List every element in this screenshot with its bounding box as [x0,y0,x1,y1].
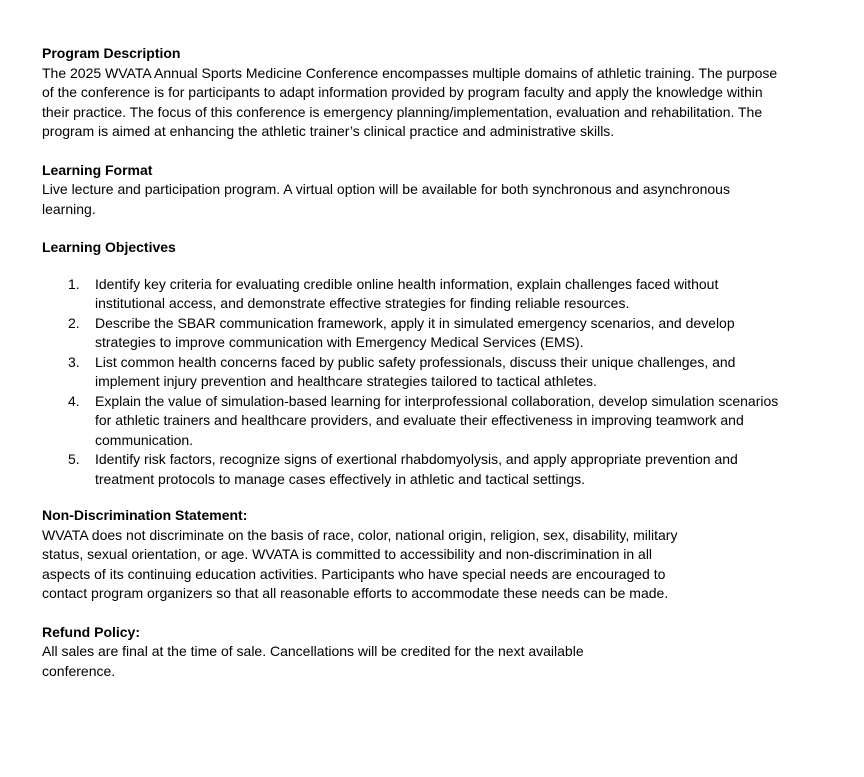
text-line: Identify risk factors, recognize signs of exertional rhabdomyolysis, and apply appropriate prevention and [95,451,738,467]
list-number: 3. [68,353,80,370]
text-line: treatment protocols to manage cases effectively in athletic and tactical settings. [95,470,585,487]
refund-policy-section [42,623,632,682]
text-line: contact program organizers so that all reasonable efforts to accommodate these needs can be made. [42,585,669,601]
program-description-heading: Program Description [42,45,181,61]
text-line: their practice. The focus of this conference is emergency planning/implementation, evaluation and rehabilitation. The [42,103,763,120]
list-number: 2. [68,314,80,331]
text-line: institutional access, and demonstrate effective strategies for finding reliable resources. [95,295,630,311]
text-line: aspects of its continuing education activities. Participants who have special needs are encouraged to [42,565,666,582]
text-line: conference. [42,662,116,679]
list-item [42,275,832,314]
text-line: strategies to improve communication with Emergency Medical Services (EMS). [95,334,584,350]
text-line: for athletic trainers and healthcare providers, and evaluate their effectiveness in improving teamwork and [95,412,744,428]
text-line: All sales are final at the time of sale. Cancellations will be credited for the next available [42,643,584,659]
list-number: 1. [68,275,80,292]
refund-policy-body [42,642,632,681]
learning-objectives-list [42,275,832,490]
text-line: implement injury prevention and healthcare strategies tailored to tactical athletes. [95,373,597,389]
text-line: of the conference is for participants to adapt information provided by program faculty and apply the knowledge within [42,84,763,100]
text-line: communication. [95,431,194,448]
learning-format-heading: Learning Format [42,161,153,178]
non-discrimination-heading: Non-Discrimination Statement: [42,507,248,523]
learning-objectives-section [42,238,832,489]
text-line: Live lecture and participation program. A virtual option will be available for both synchronous and asynchronous [42,181,730,197]
program-description-section [42,44,832,142]
list-number: 5. [68,451,80,467]
learning-format-body [42,180,832,219]
text-line: learning. [42,200,96,217]
refund-policy-heading: Refund Policy: [42,623,141,640]
document-page [42,44,832,681]
text-line: program is aimed at enhancing the athletic trainer’s clinical practice and administrative skills. [42,123,615,139]
text-line: Explain the value of simulation-based learning for interprofessional collaboration, develop simulation scenarios [95,392,779,409]
list-item [42,353,832,392]
list-item [42,314,832,353]
text-line: Describe the SBAR communication framework, apply it in simulated emergency scenarios, and develop [95,314,735,331]
text-line: The 2025 WVATA Annual Sports Medicine Conference encompasses multiple domains of athletic training. The purpose [42,64,778,81]
list-item [42,392,832,451]
text-line: status, sexual orientation, or age. WVATA is committed to accessibility and non-discrimination in all [42,546,653,562]
learning-objectives-heading: Learning Objectives [42,239,176,255]
non-discrimination-section [42,506,732,604]
learning-format-section [42,161,832,220]
text-line: Identify key criteria for evaluating credible online health information, explain challenges faced without [95,275,719,292]
program-description-body [42,64,832,142]
text-line: WVATA does not discriminate on the basis of race, color, national origin, religion, sex, disability, military [42,526,678,543]
list-item [42,450,832,489]
non-discrimination-body [42,526,732,604]
text-line: List common health concerns faced by public safety professionals, discuss their unique challenges, and [95,353,736,370]
list-number: 4. [68,392,80,409]
